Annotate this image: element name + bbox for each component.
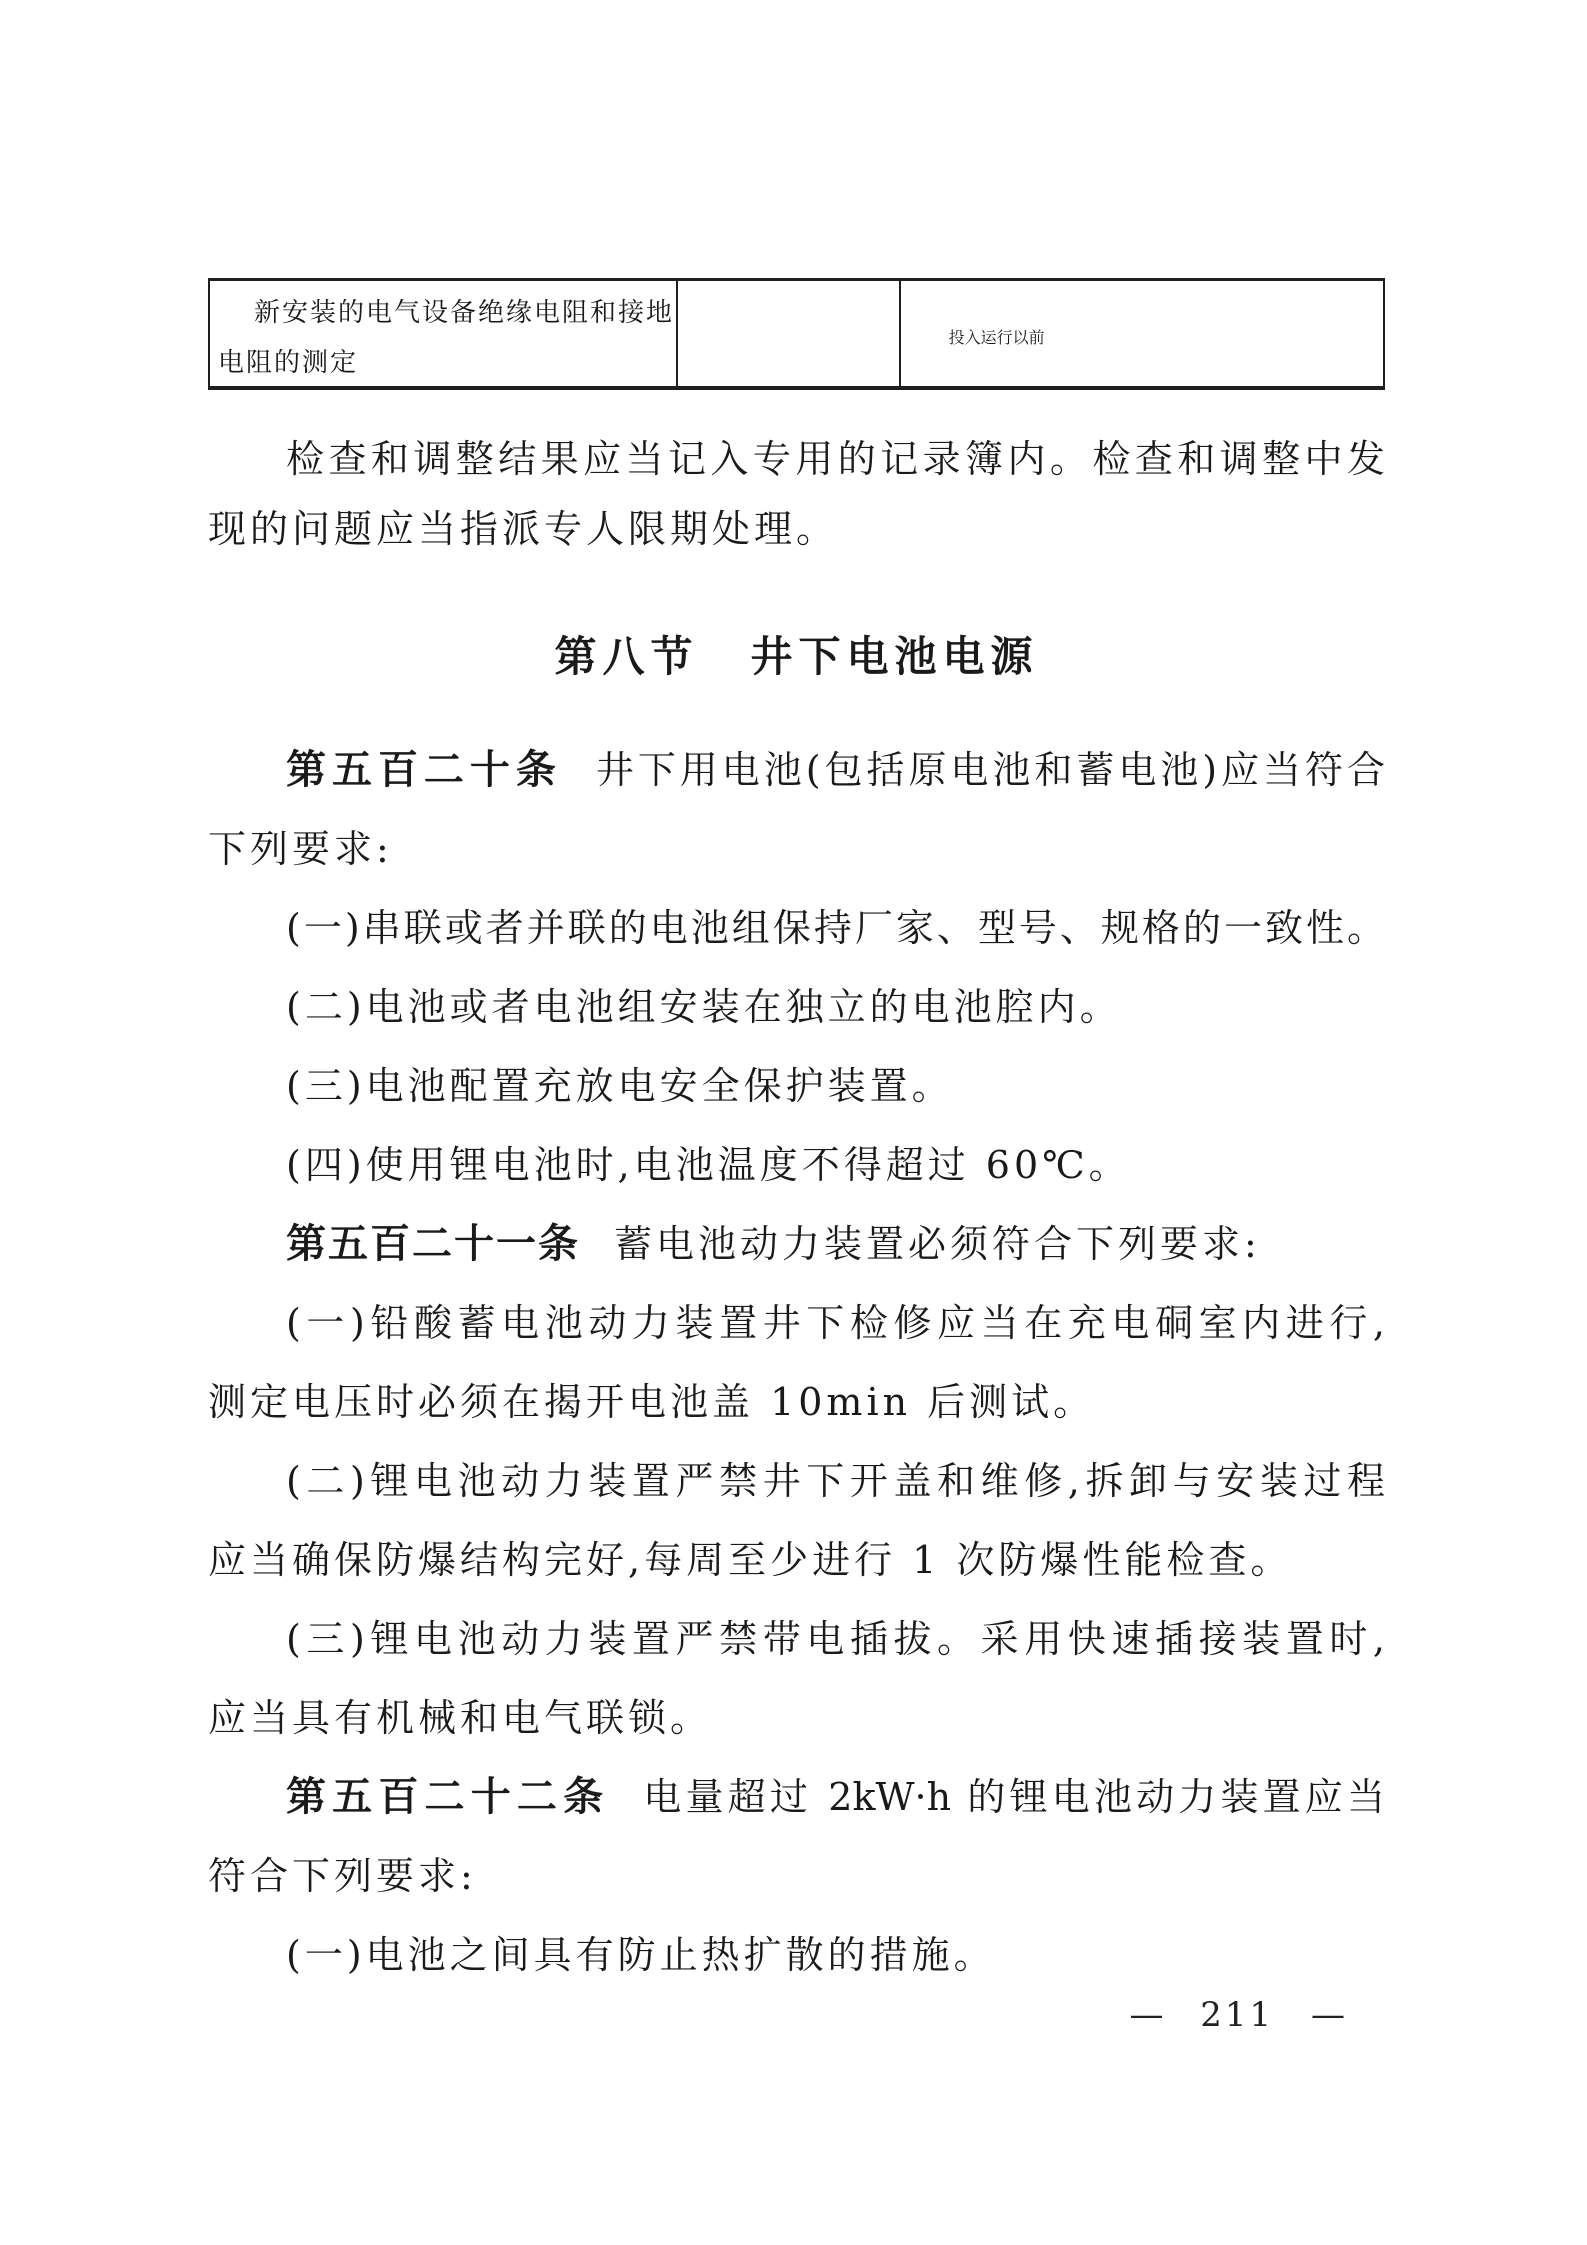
article-number: 第五百二十二条 [286, 1774, 610, 1820]
text-line [208, 1679, 1385, 1758]
text-line [208, 1600, 1385, 1679]
text-line [208, 1521, 1385, 1600]
text-line [208, 1363, 1385, 1442]
table-cell-item-line2: 电阻的测定 [218, 348, 359, 378]
text-line-content: 现的问题应当指派专人限期处理。 [208, 507, 839, 551]
table-cell-middle [678, 281, 901, 386]
text-line-content: (一)电池之间具有防止热扩散的措施。 [286, 1933, 996, 1977]
text-line [208, 1442, 1385, 1521]
text-line-content: 测定电压时必须在揭开电池盖 10min 后测试。 [208, 1380, 1096, 1424]
text-line-content: 蓄电池动力装置必须符合下列要求: [614, 1222, 1261, 1266]
section-heading-title: 井下电池电源 [750, 632, 1039, 681]
table-cell-item [210, 281, 678, 386]
text-line-content: (三)锂电池动力装置严禁带电插拔。采用快速插接装置时, [286, 1617, 1385, 1661]
table-cell-timing-text: 投入运行以前 [948, 328, 1045, 347]
text-line [208, 889, 1385, 968]
text-line-content: 井下用电池(包括原电池和蓄电池)应当符合 [595, 748, 1385, 792]
page-number-right-dash: — [1311, 1995, 1345, 2035]
text-line [208, 1205, 1385, 1284]
text-line [208, 494, 1385, 564]
text-line-content: 应当具有机械和电气联锁。 [208, 1696, 713, 1740]
section-heading-number: 第八节 [554, 632, 699, 681]
text-line-content: 应当确保防爆结构完好,每周至少进行 1 次防爆性能检查。 [208, 1538, 1293, 1582]
article-number: 第五百二十一条 [286, 1221, 580, 1267]
text-line-content: 符合下列要求: [208, 1854, 477, 1898]
page-number-left-dash: — [1129, 1995, 1164, 2035]
text-line-content: 电量超过 2kW·h 的锂电池动力装置应当 [643, 1775, 1385, 1819]
text-line-content: (二)电池或者电池组安装在独立的电池腔内。 [286, 985, 1122, 1029]
text-line [208, 1047, 1385, 1126]
text-line-content: 检查和调整结果应当记入专用的记录簿内。检查和调整中发 [286, 437, 1385, 481]
text-line [208, 968, 1385, 1047]
text-line [208, 1758, 1385, 1837]
inspection-table [208, 278, 1385, 390]
text-line-content: (一)铅酸蓄电池动力装置井下检修应当在充电硐室内进行, [286, 1301, 1385, 1345]
text-line [208, 1126, 1385, 1205]
text-line [208, 424, 1385, 494]
text-line [208, 1837, 1385, 1916]
body-text [208, 424, 1385, 1995]
text-line-content: (四)使用锂电池时,电池温度不得超过 60℃。 [286, 1143, 1131, 1187]
table-cell-timing [901, 281, 1383, 386]
text-line-content: 下列要求: [208, 827, 393, 871]
page-number [1129, 1992, 1345, 2038]
article-number: 第五百二十条 [286, 747, 562, 793]
text-line [208, 1916, 1385, 1995]
text-line-content: (一)串联或者并联的电池组保持厂家、型号、规格的一致性。 [286, 906, 1385, 950]
table-cell-item-line1: 新安装的电气设备绝缘电阻和接地 [254, 298, 675, 328]
text-line-content: (二)锂电池动力装置严禁井下开盖和维修,拆卸与安装过程 [286, 1459, 1385, 1503]
section-heading [208, 597, 1385, 717]
text-line [208, 731, 1385, 810]
text-line [208, 810, 1385, 889]
text-line [208, 1284, 1385, 1363]
text-line-content: (三)电池配置充放电安全保护装置。 [286, 1064, 954, 1108]
page-number-value: 211 [1200, 1995, 1275, 2035]
